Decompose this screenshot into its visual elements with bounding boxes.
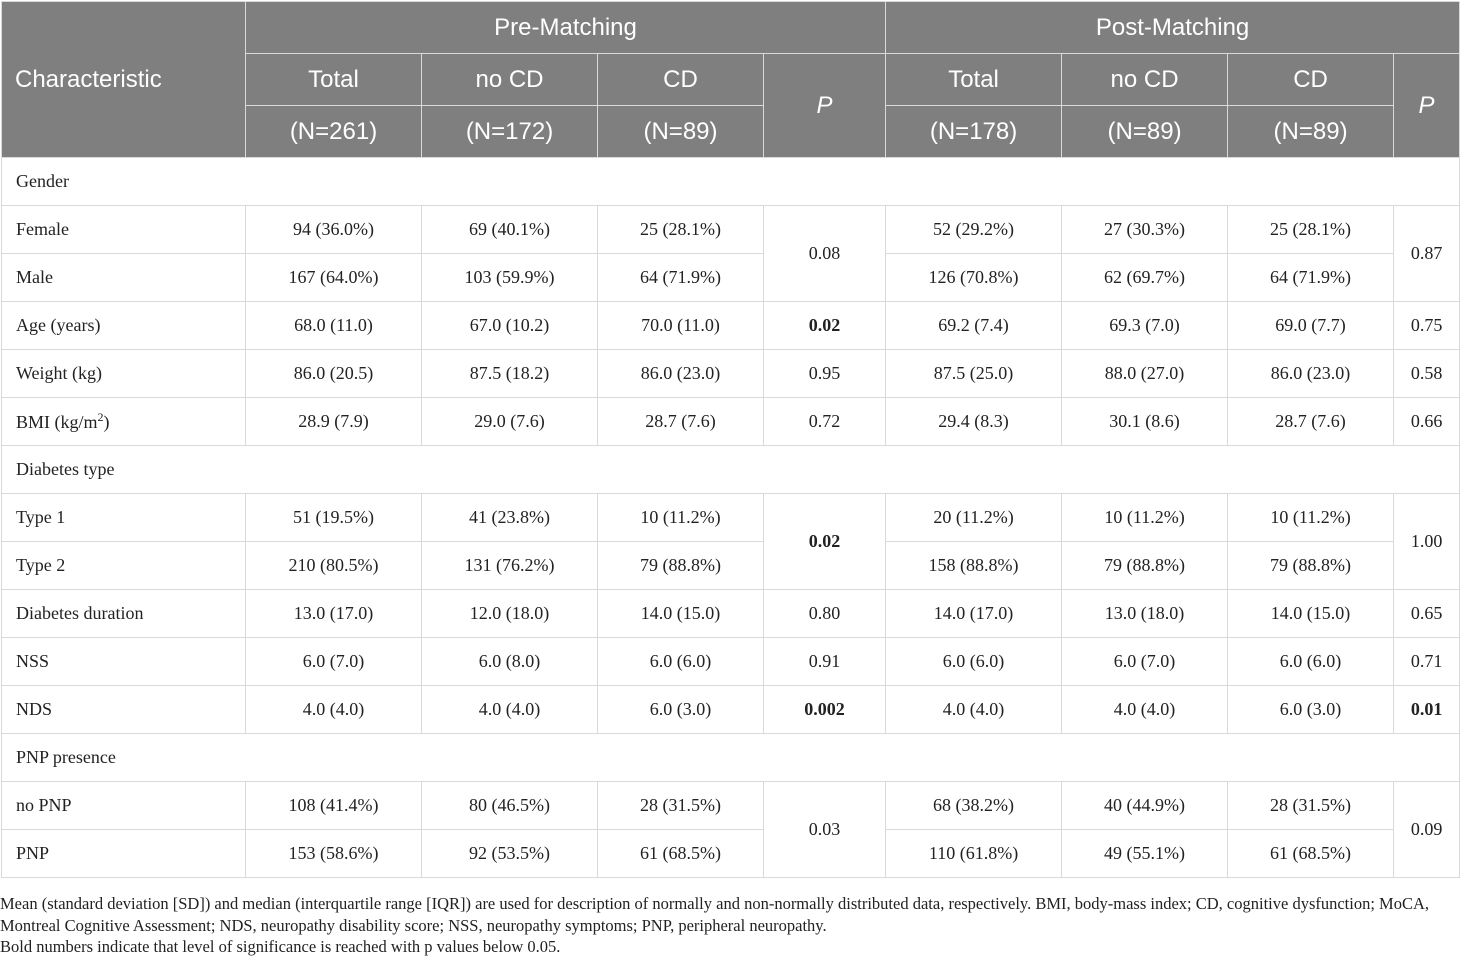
post-total-header: Total bbox=[886, 54, 1062, 106]
table-cell: 29.4 (8.3) bbox=[886, 398, 1062, 446]
bmi-label-end: ) bbox=[103, 412, 110, 432]
table-cell: 61 (68.5%) bbox=[598, 830, 764, 878]
table-cell: 28.9 (7.9) bbox=[246, 398, 422, 446]
p-value-cell: 0.66 bbox=[1394, 398, 1460, 446]
table-cell: 30.1 (8.6) bbox=[1062, 398, 1228, 446]
table-row-type2 bbox=[2, 542, 1460, 590]
table-cell: 79 (88.8%) bbox=[598, 542, 764, 590]
table-cell: 28.7 (7.6) bbox=[1228, 398, 1394, 446]
table-row-age bbox=[2, 302, 1460, 350]
table-row-pnp bbox=[2, 830, 1460, 878]
pre-matching-header: Pre-Matching bbox=[246, 2, 886, 54]
table-cell: 20 (11.2%) bbox=[886, 494, 1062, 542]
table-cell: 62 (69.7%) bbox=[1062, 254, 1228, 302]
table-cell: 210 (80.5%) bbox=[246, 542, 422, 590]
p-value-cell: 0.08 bbox=[764, 206, 886, 302]
table-row-weight bbox=[2, 350, 1460, 398]
table-cell: 88.0 (27.0) bbox=[1062, 350, 1228, 398]
table-cell: 13.0 (17.0) bbox=[246, 590, 422, 638]
section-label: PNP presence bbox=[2, 734, 1460, 782]
post-total-n: (N=178) bbox=[886, 106, 1062, 158]
table-cell: 4.0 (4.0) bbox=[422, 686, 598, 734]
table-cell: 87.5 (25.0) bbox=[886, 350, 1062, 398]
p-value-cell: 0.01 bbox=[1394, 686, 1460, 734]
table-cell: 79 (88.8%) bbox=[1062, 542, 1228, 590]
pre-total-header: Total bbox=[246, 54, 422, 106]
p-value-cell: 1.00 bbox=[1394, 494, 1460, 590]
table-cell: 69.2 (7.4) bbox=[886, 302, 1062, 350]
table-cell: 10 (11.2%) bbox=[598, 494, 764, 542]
footnote-abbreviations: Mean (standard deviation [SD]) and median (interquartile range [IQR]) are used for description of normally and non-normally distributed data, respectively. BMI, body-mass index; CD, cognitive dysfunction; MoCA, Montreal Cognitive Assessment; NDS, neuropathy disability score; NSS, neuropathy symptoms; PNP, peripheral neuropathy. bbox=[0, 894, 1430, 935]
table-cell: 6.0 (6.0) bbox=[598, 638, 764, 686]
p-value-cell: 0.72 bbox=[764, 398, 886, 446]
table-cell: 4.0 (4.0) bbox=[1062, 686, 1228, 734]
row-label: NSS bbox=[2, 638, 246, 686]
characteristics-table bbox=[1, 1, 1460, 878]
table-cell: 131 (76.2%) bbox=[422, 542, 598, 590]
table-cell: 41 (23.8%) bbox=[422, 494, 598, 542]
table-cell: 61 (68.5%) bbox=[1228, 830, 1394, 878]
table-cell: 27 (30.3%) bbox=[1062, 206, 1228, 254]
p-value-cell: 0.71 bbox=[1394, 638, 1460, 686]
table-cell: 12.0 (18.0) bbox=[422, 590, 598, 638]
p-value-cell: 0.65 bbox=[1394, 590, 1460, 638]
pre-cd-n: (N=89) bbox=[598, 106, 764, 158]
table-row-nss bbox=[2, 638, 1460, 686]
table-cell: 13.0 (18.0) bbox=[1062, 590, 1228, 638]
section-row-gender bbox=[2, 158, 1460, 206]
row-label: Female bbox=[2, 206, 246, 254]
table-cell: 25 (28.1%) bbox=[1228, 206, 1394, 254]
table-cell: 167 (64.0%) bbox=[246, 254, 422, 302]
table-cell: 6.0 (6.0) bbox=[886, 638, 1062, 686]
section-label: Gender bbox=[2, 158, 1460, 206]
table-cell: 86.0 (23.0) bbox=[598, 350, 764, 398]
p-value-cell: 0.75 bbox=[1394, 302, 1460, 350]
table-cell: 51 (19.5%) bbox=[246, 494, 422, 542]
table-row-female bbox=[2, 206, 1460, 254]
row-label: Type 2 bbox=[2, 542, 246, 590]
table-cell: 70.0 (11.0) bbox=[598, 302, 764, 350]
row-label: Type 1 bbox=[2, 494, 246, 542]
table-row-duration bbox=[2, 590, 1460, 638]
table-footnote bbox=[0, 893, 1460, 958]
table-cell: 6.0 (6.0) bbox=[1228, 638, 1394, 686]
table-cell: 49 (55.1%) bbox=[1062, 830, 1228, 878]
table-cell: 153 (58.6%) bbox=[246, 830, 422, 878]
table-cell: 110 (61.8%) bbox=[886, 830, 1062, 878]
table-cell: 69.3 (7.0) bbox=[1062, 302, 1228, 350]
row-label: Weight (kg) bbox=[2, 350, 246, 398]
p-value-cell: 0.02 bbox=[764, 494, 886, 590]
section-row-pnp-presence bbox=[2, 734, 1460, 782]
p-value-cell: 0.80 bbox=[764, 590, 886, 638]
section-row-diabetes-type bbox=[2, 446, 1460, 494]
row-label: no PNP bbox=[2, 782, 246, 830]
row-label bbox=[2, 398, 246, 446]
row-label: Age (years) bbox=[2, 302, 246, 350]
table-cell: 4.0 (4.0) bbox=[886, 686, 1062, 734]
post-p-header: P bbox=[1394, 54, 1460, 158]
table-cell: 86.0 (20.5) bbox=[246, 350, 422, 398]
characteristic-header: Characteristic bbox=[2, 2, 246, 158]
table-cell: 80 (46.5%) bbox=[422, 782, 598, 830]
table-cell: 14.0 (15.0) bbox=[598, 590, 764, 638]
table-row-nds bbox=[2, 686, 1460, 734]
table-cell: 68.0 (11.0) bbox=[246, 302, 422, 350]
table-cell: 28.7 (7.6) bbox=[598, 398, 764, 446]
pre-no-cd-header: no CD bbox=[422, 54, 598, 106]
p-value-cell: 0.91 bbox=[764, 638, 886, 686]
table-cell: 68 (38.2%) bbox=[886, 782, 1062, 830]
p-value-cell: 0.09 bbox=[1394, 782, 1460, 878]
pre-no-cd-n: (N=172) bbox=[422, 106, 598, 158]
post-cd-header: CD bbox=[1228, 54, 1394, 106]
table-cell: 6.0 (3.0) bbox=[598, 686, 764, 734]
pre-p-header: P bbox=[764, 54, 886, 158]
table-cell: 25 (28.1%) bbox=[598, 206, 764, 254]
table-cell: 52 (29.2%) bbox=[886, 206, 1062, 254]
table-cell: 86.0 (23.0) bbox=[1228, 350, 1394, 398]
table-cell: 29.0 (7.6) bbox=[422, 398, 598, 446]
table-cell: 69.0 (7.7) bbox=[1228, 302, 1394, 350]
row-label: Diabetes duration bbox=[2, 590, 246, 638]
table-cell: 64 (71.9%) bbox=[1228, 254, 1394, 302]
table-cell: 6.0 (3.0) bbox=[1228, 686, 1394, 734]
pre-cd-header: CD bbox=[598, 54, 764, 106]
table-cell: 10 (11.2%) bbox=[1062, 494, 1228, 542]
p-value-cell: 0.87 bbox=[1394, 206, 1460, 302]
p-value-cell: 0.002 bbox=[764, 686, 886, 734]
table-cell: 28 (31.5%) bbox=[1228, 782, 1394, 830]
table-cell: 6.0 (8.0) bbox=[422, 638, 598, 686]
table-cell: 14.0 (17.0) bbox=[886, 590, 1062, 638]
pre-total-n: (N=261) bbox=[246, 106, 422, 158]
table-cell: 64 (71.9%) bbox=[598, 254, 764, 302]
p-value-cell: 0.02 bbox=[764, 302, 886, 350]
post-no-cd-n: (N=89) bbox=[1062, 106, 1228, 158]
table-cell: 40 (44.9%) bbox=[1062, 782, 1228, 830]
p-value-cell: 0.58 bbox=[1394, 350, 1460, 398]
table-cell: 10 (11.2%) bbox=[1228, 494, 1394, 542]
table-cell: 126 (70.8%) bbox=[886, 254, 1062, 302]
p-value-cell: 0.03 bbox=[764, 782, 886, 878]
bmi-label-superscript: 2 bbox=[97, 410, 104, 424]
table-cell: 14.0 (15.0) bbox=[1228, 590, 1394, 638]
table-row-male bbox=[2, 254, 1460, 302]
table-row-no-pnp bbox=[2, 782, 1460, 830]
table-cell: 94 (36.0%) bbox=[246, 206, 422, 254]
bmi-label-main: BMI (kg/m bbox=[16, 412, 98, 432]
footnote-bold-note: Bold numbers indicate that level of significance is reached with p values below 0.05. bbox=[0, 937, 561, 956]
post-cd-n: (N=89) bbox=[1228, 106, 1394, 158]
table-cell: 87.5 (18.2) bbox=[422, 350, 598, 398]
post-no-cd-header: no CD bbox=[1062, 54, 1228, 106]
row-label: Male bbox=[2, 254, 246, 302]
table-cell: 4.0 (4.0) bbox=[246, 686, 422, 734]
section-label: Diabetes type bbox=[2, 446, 1460, 494]
table-cell: 6.0 (7.0) bbox=[246, 638, 422, 686]
table-cell: 108 (41.4%) bbox=[246, 782, 422, 830]
table-cell: 28 (31.5%) bbox=[598, 782, 764, 830]
table-cell: 67.0 (10.2) bbox=[422, 302, 598, 350]
table-cell: 79 (88.8%) bbox=[1228, 542, 1394, 590]
table-row-type1 bbox=[2, 494, 1460, 542]
table-cell: 158 (88.8%) bbox=[886, 542, 1062, 590]
row-label: NDS bbox=[2, 686, 246, 734]
table-cell: 92 (53.5%) bbox=[422, 830, 598, 878]
p-value-cell: 0.95 bbox=[764, 350, 886, 398]
post-matching-header: Post-Matching bbox=[886, 2, 1460, 54]
table-cell: 103 (59.9%) bbox=[422, 254, 598, 302]
table-cell: 6.0 (7.0) bbox=[1062, 638, 1228, 686]
table-row-bmi bbox=[2, 398, 1460, 446]
table-cell: 69 (40.1%) bbox=[422, 206, 598, 254]
row-label: PNP bbox=[2, 830, 246, 878]
